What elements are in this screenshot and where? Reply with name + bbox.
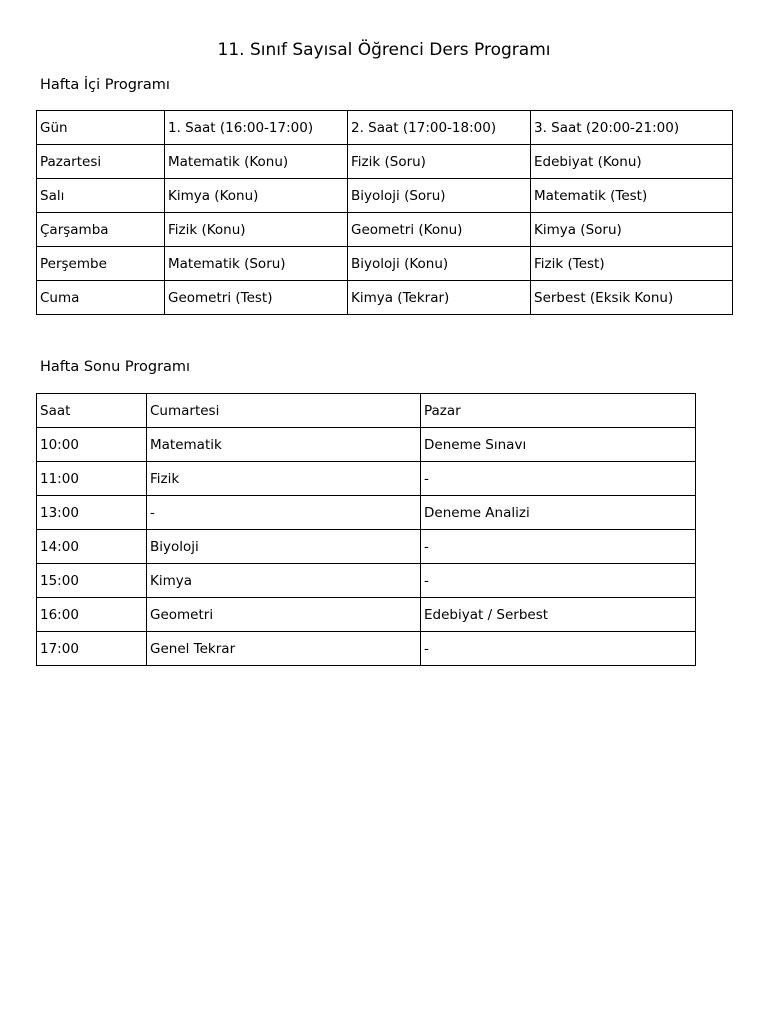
day-cell: Salı [37,179,165,213]
time-cell: 14:00 [37,530,147,564]
header-cell: Pazar [421,394,696,428]
table-row [37,496,696,530]
lesson-cell: Matematik (Test) [531,179,733,213]
header-cell: 3. Saat (20:00-21:00) [531,111,733,145]
weekend-schedule-table [36,393,696,666]
lesson-cell: Fizik (Test) [531,247,733,281]
time-cell: 13:00 [37,496,147,530]
day-cell: Pazartesi [37,145,165,179]
lesson-cell: Fizik (Soru) [348,145,531,179]
lesson-cell: Serbest (Eksik Konu) [531,281,733,315]
table-row [37,462,696,496]
weekday-schedule-table [36,110,733,315]
lesson-cell: - [421,632,696,666]
lesson-cell: - [421,462,696,496]
table-row [37,247,733,281]
lesson-cell: Matematik [147,428,421,462]
lesson-cell: Matematik (Soru) [165,247,348,281]
lesson-cell: Edebiyat (Konu) [531,145,733,179]
table-header-row [37,111,733,145]
lesson-cell: Deneme Analizi [421,496,696,530]
time-cell: 17:00 [37,632,147,666]
table-row [37,564,696,598]
table-row [37,145,733,179]
lesson-cell: Biyoloji (Soru) [348,179,531,213]
lesson-cell: Geometri (Konu) [348,213,531,247]
lesson-cell: Geometri [147,598,421,632]
header-cell: Gün [37,111,165,145]
header-cell: Cumartesi [147,394,421,428]
lesson-cell: Kimya [147,564,421,598]
table-header-row [37,394,696,428]
document-title: 11. Sınıf Sayısal Öğrenci Ders Programı [217,40,551,60]
day-cell: Çarşamba [37,213,165,247]
lesson-cell: Deneme Sınavı [421,428,696,462]
lesson-cell: Matematik (Konu) [165,145,348,179]
lesson-cell: Geometri (Test) [165,281,348,315]
table-row [37,598,696,632]
table-row [37,428,696,462]
lesson-cell: Genel Tekrar [147,632,421,666]
lesson-cell: Biyoloji [147,530,421,564]
day-cell: Perşembe [37,247,165,281]
time-cell: 11:00 [37,462,147,496]
table-row [37,632,696,666]
lesson-cell: - [147,496,421,530]
header-cell: 1. Saat (16:00-17:00) [165,111,348,145]
day-cell: Cuma [37,281,165,315]
lesson-cell: - [421,530,696,564]
time-cell: 10:00 [37,428,147,462]
lesson-cell: - [421,564,696,598]
header-cell: Saat [37,394,147,428]
lesson-cell: Fizik [147,462,421,496]
weekday-section-heading: Hafta İçi Programı [40,77,170,93]
header-cell: 2. Saat (17:00-18:00) [348,111,531,145]
table-row [37,530,696,564]
table-row [37,213,733,247]
lesson-cell: Biyoloji (Konu) [348,247,531,281]
lesson-cell: Fizik (Konu) [165,213,348,247]
weekend-section-heading: Hafta Sonu Programı [40,359,191,375]
table-row [37,281,733,315]
lesson-cell: Kimya (Konu) [165,179,348,213]
time-cell: 15:00 [37,564,147,598]
table-row [37,179,733,213]
lesson-cell: Kimya (Soru) [531,213,733,247]
time-cell: 16:00 [37,598,147,632]
lesson-cell: Edebiyat / Serbest [421,598,696,632]
lesson-cell: Kimya (Tekrar) [348,281,531,315]
